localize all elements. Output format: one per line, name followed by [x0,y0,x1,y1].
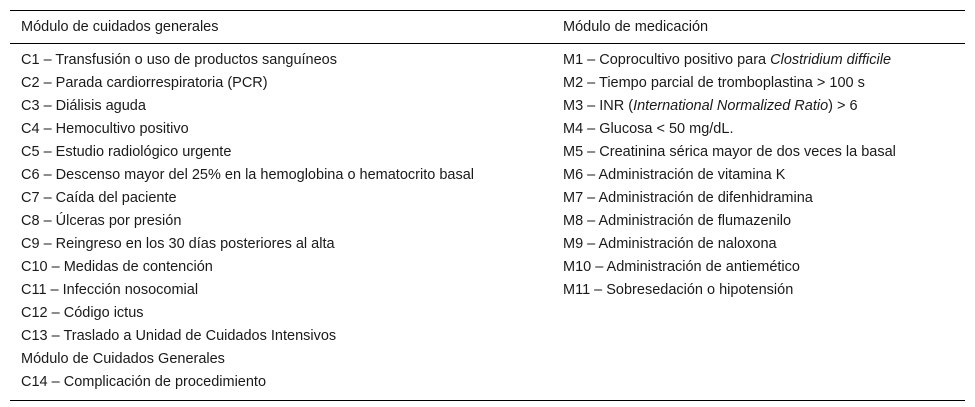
item-text: M3 – INR ( [563,98,634,114]
modules-table [10,10,965,401]
list-item: M6 – Administración de vitamina K [563,167,786,183]
list-item: M9 – Administración de naloxona [563,236,777,252]
list-item [563,49,965,72]
list-item: C4 – Hemocultivo positivo [21,121,189,137]
table-header [10,11,965,44]
list-item: C14 – Complicación de procedimiento [21,374,267,390]
item-text-suffix: ) > 6 [828,98,858,114]
list-item: M11 – Sobresedación o hipotensión [563,282,794,298]
item-italic-text: International Normalized Ratio [633,98,829,114]
medication-column [553,49,965,394]
table-body [10,44,965,400]
list-item: Módulo de Cuidados Generales [21,351,225,367]
list-item: M2 – Tiempo parcial de tromboplastina > 100 s [563,75,865,91]
header-general-care: Módulo de cuidados generales [21,19,219,35]
list-item: C9 – Reingreso en los 30 días posteriores al alta [21,236,335,252]
list-item: C8 – Úlceras por presión [21,213,182,229]
list-item: C10 – Medidas de contención [21,259,213,275]
list-item: C5 – Estudio radiológico urgente [21,144,232,160]
list-item: M5 – Creatinina sérica mayor de dos veces la basal [563,144,896,160]
general-care-column [10,49,553,394]
list-item: C2 – Parada cardiorrespiratoria (PCR) [21,75,268,91]
list-item: M7 – Administración de difenhidramina [563,190,813,206]
header-medication: Módulo de medicación [563,19,709,35]
list-item: M4 – Glucosa < 50 mg/dL. [563,121,734,137]
list-item: C3 – Diálisis aguda [21,98,146,114]
list-item: C1 – Transfusión o uso de productos sanguíneos [21,52,337,68]
list-item [563,95,965,118]
list-item: C6 – Descenso mayor del 25% en la hemoglobina o hematocrito basal [21,167,474,183]
list-item: M10 – Administración de antiemético [563,259,800,275]
list-item: C11 – Infección nosocomial [21,282,199,298]
list-item: C13 – Traslado a Unidad de Cuidados Intensivos [21,328,337,344]
list-item: C12 – Código ictus [21,305,144,321]
item-text: M1 – Coprocultivo positivo para [563,52,771,68]
list-item: M8 – Administración de flumazenilo [563,213,792,229]
item-italic-text: Clostridium difficile [770,52,892,68]
list-item: C7 – Caída del paciente [21,190,177,206]
